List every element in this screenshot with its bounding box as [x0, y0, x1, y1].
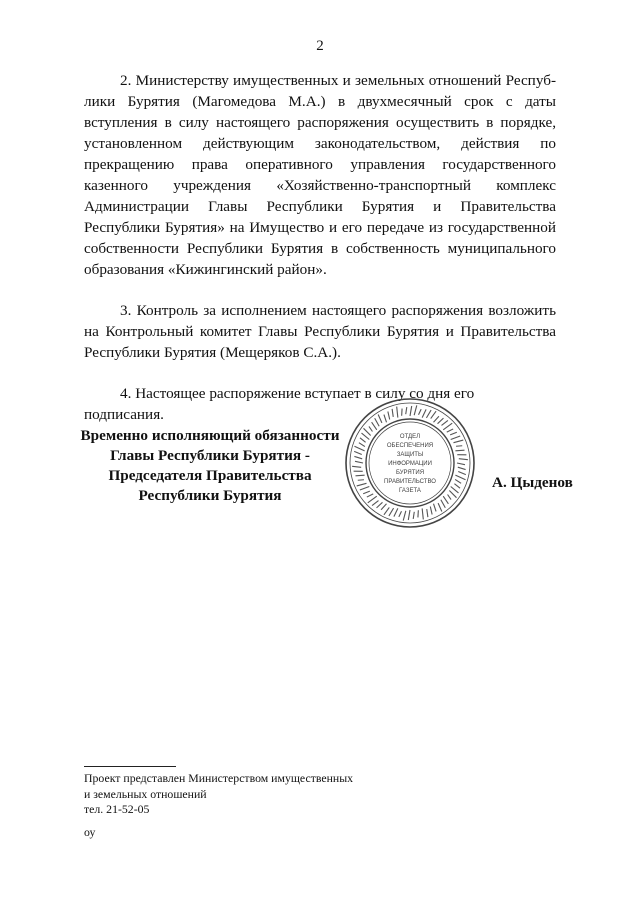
paragraph-4: 4. Настоящее распоряжение вступает в силу со дня его подписания.: [84, 385, 475, 423]
svg-text:ГАЗЕТА: ГАЗЕТА: [399, 488, 421, 494]
signatory-title: [78, 426, 342, 506]
svg-text:ОТДЕЛ: ОТДЕЛ: [399, 434, 421, 440]
svg-text:ИНФОРМАЦИИ: ИНФОРМАЦИИ: [388, 461, 432, 467]
footnote-line: и земельных отношений: [84, 786, 207, 801]
signatory-title-line: Председателя Правительства: [108, 467, 312, 484]
paragraph-3: 3. Контроль за исполнением настоящего распоряжения возложить на Контрольный комитет Главы Республики Бурятия и Правительства Республики Бурятия (Мещеряков С.А.).: [84, 302, 556, 361]
svg-text:ЗАЩИТЫ: ЗАЩИТЫ: [396, 452, 424, 458]
footnote: [84, 771, 353, 840]
signatory-title-line: Главы Республики Бурятия -: [110, 447, 310, 464]
document-body: [84, 70, 556, 425]
footnote-initials: оу: [84, 824, 96, 839]
svg-text:ПРАВИТЕЛЬСТВО: ПРАВИТЕЛЬСТВО: [384, 479, 436, 485]
paragraph-2: 2. Министерству имущественных и земельных отношений Республики Бурятия (Магомедова М.А.) в двухмесячный срок с даты вступления в силу настоящего распоряжения осуществить в порядке, установленном действующим законодательством, действия по прекращению права оперативного управления государственного казенного учреждения «Хозяйственно-транспортный комплекс Администрации Главы Республики Бурятия и Правительства Республики Бурятия» на Имущество и его передаче из государственной собственности Республики Бурятия в собственность муниципального образования «Кижингинский район».: [84, 72, 556, 278]
footnote-divider: [84, 766, 176, 767]
signatory-name: А. Цыденов: [492, 474, 573, 491]
svg-text:ОБЕСПЕЧЕНИЯ: ОБЕСПЕЧЕНИЯ: [386, 443, 434, 449]
signatory-title-line: Временно исполняющий обязанности: [80, 427, 340, 444]
footnote-line: тел. 21-52-05: [84, 802, 150, 816]
signatory-title-line: Республики Бурятия: [138, 487, 282, 504]
footnote-line: Проект представлен Министерством имущественных: [84, 771, 354, 785]
official-seal-icon: [343, 396, 477, 530]
svg-text:БУРЯТИЯ: БУРЯТИЯ: [395, 470, 425, 476]
page-number: 2: [316, 38, 324, 54]
